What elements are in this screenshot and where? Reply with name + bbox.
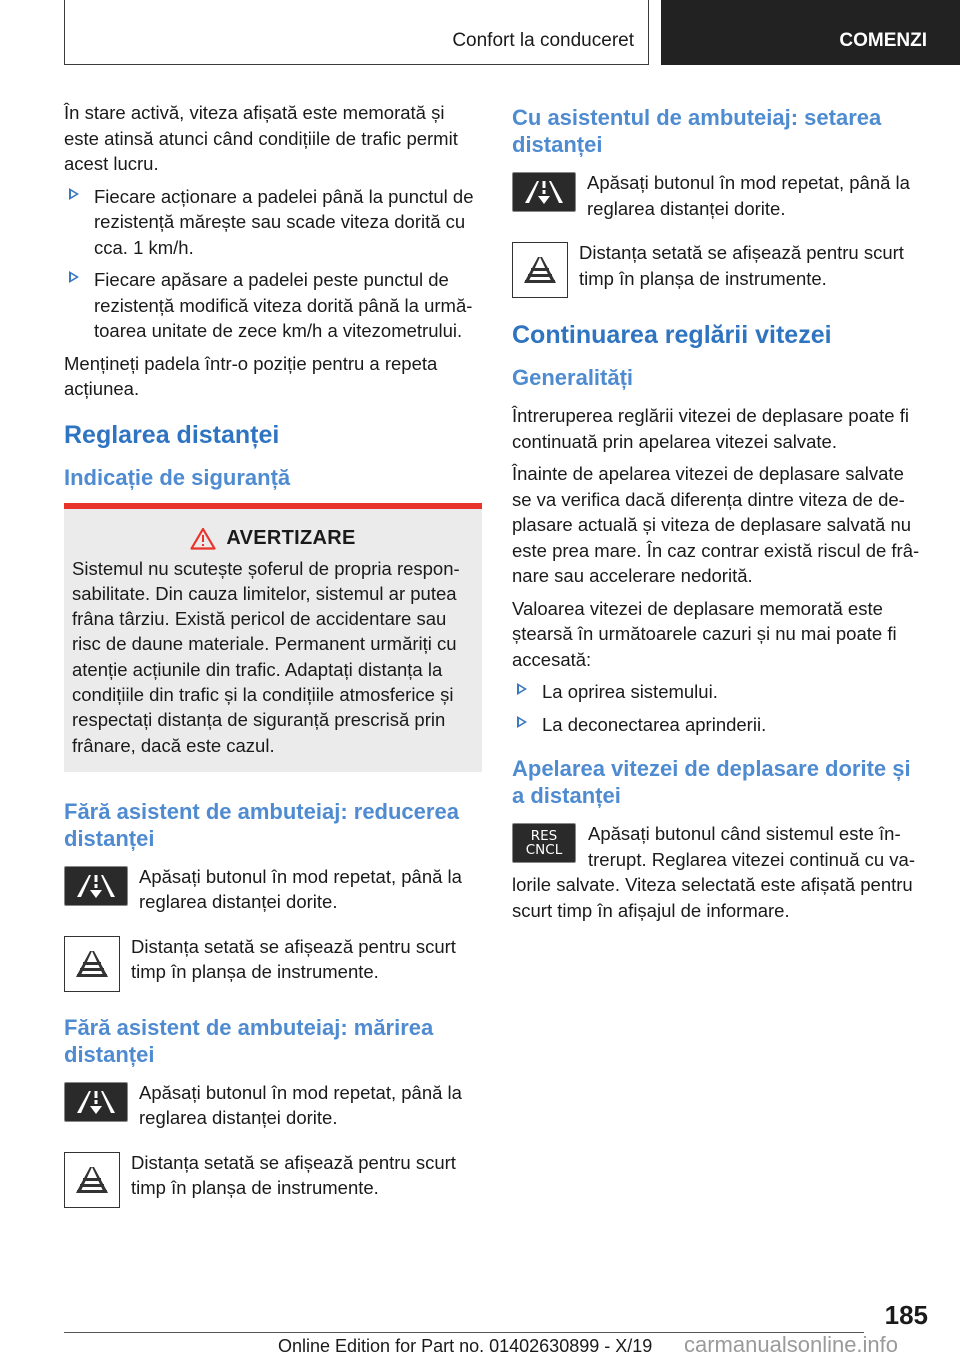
recall-block (512, 821, 926, 923)
cases-bullet-list (512, 679, 926, 737)
bullet-triangle-icon (517, 683, 527, 695)
header-section-title: Confort la conduceret (452, 30, 634, 51)
general-paragraph-2: Înainte de apelarea vitezei de deplasare salvate se va verifica dacă diferența dintre viteza de deplasare actuală și viteza de deplasare salvată nu este prea mare. În caz contrar există riscul de frânare sau accelerare nedorită. (512, 463, 920, 586)
reduce-distance-title: Fără asistent de ambuteiaj: reducerea distanței (64, 798, 459, 851)
warning-header (72, 527, 474, 550)
speed-bullet-list (64, 184, 482, 344)
recall-text: Apăsați butonul când sistemul este întrerupt. Reglarea vitezei continuă cu valorile salvate. Viteza selectată este afișată pentru scurt timp în afișajul de informare. (512, 823, 916, 921)
increase-button-row (64, 1080, 482, 1138)
bullet-triangle-icon (69, 271, 79, 283)
warning-triangle-icon (190, 527, 216, 550)
distance-display-icon (64, 1152, 120, 1208)
assist-button-text: Apăsați butonul în mod repetat, până la reglarea distanței dorite. (587, 172, 910, 219)
increase-display-row (64, 1150, 482, 1208)
intro-paragraph: În stare activă, viteza afișată este memorată și este atinsă atunci când condițiile de trafic permit acest lucru. (64, 102, 458, 174)
res-cncl-button-icon: RES CNCL (512, 823, 576, 863)
warning-box (64, 503, 482, 772)
page-number: 185 (884, 1300, 928, 1330)
general-paragraph-3: Valoarea vitezei de deplasare memorată este ștearsă în următoarele cazuri și nu mai poate fi accesată: (512, 597, 897, 670)
bullet-triangle-icon (69, 188, 79, 200)
distance-button-icon (64, 866, 128, 906)
safety-subtitle: Indicație de siguranță (64, 464, 291, 490)
increase-distance-title: Fără asistent de ambuteiaj: mărirea distanței (64, 1014, 434, 1067)
list-item: Fiecare acționare a padelei până la punctul de rezistență mărește sau scade viteza dorită cu cca. 1 km/h. (64, 184, 482, 261)
distance-button-icon (512, 172, 576, 212)
assist-display-text: Distanța setată se afișează pentru scurt timp în planșa de instrumente. (579, 242, 904, 289)
header-chapter-box (661, 0, 960, 65)
reduce-display-text: Distanța setată se afișează pentru scurt timp în planșa de instrumente. (131, 935, 456, 983)
list-item: La oprirea sistemului. (512, 679, 926, 705)
bullet-triangle-icon (517, 716, 527, 728)
hold-paragraph: Mențineți padela într-o poziție pentru a repeta acțiunea. (64, 352, 438, 399)
list-item: Fiecare apăsare a padelei peste punctul de rezistență modifică viteza dorită până la următoarea unitate de zece km/h a vitezometrului. (64, 267, 482, 344)
reduce-button-row (64, 864, 482, 922)
distance-section-title: Reglarea distanței (64, 420, 280, 449)
warning-title: AVERTIZARE (226, 526, 356, 549)
distance-display-icon (64, 936, 120, 992)
recall-subtitle: Apelarea vitezei de deplasare dorite și a distanței (512, 756, 911, 808)
reduce-display-row (64, 934, 482, 992)
assist-distance-title: Cu asistentul de ambuteiaj: setarea distanței (512, 105, 882, 157)
assist-button-row (512, 170, 926, 228)
distance-display-icon (512, 242, 568, 298)
reduce-button-text: Apăsați butonul în mod repetat, până la reglarea distanței dorite. (139, 865, 462, 913)
footer-edition: Online Edition for Part no. 01402630899 - X/19 (278, 1336, 653, 1356)
increase-button-text: Apăsați butonul în mod repetat, până la reglarea distanței dorite. (139, 1081, 462, 1129)
watermark: carmanualsonline.info (684, 1332, 899, 1357)
list-item: La deconectarea aprinderii. (512, 712, 926, 738)
distance-button-icon (64, 1082, 128, 1122)
general-paragraph-1: Întreruperea reglării vitezei de deplasare poate fi continuată prin apelarea vitezei salvate. (512, 405, 909, 452)
header-section-box (64, 0, 649, 65)
general-subtitle: Generalități (512, 365, 634, 390)
assist-display-row (512, 240, 926, 298)
warning-text: Sistemul nu scutește șoferul de propria responsabilitate. Din cauza limitelor, sistemul ar putea frâna târziu. Există pericol de accidentare sau risc de daune materiale. Permanent urmăriți cu atenție acțiunile din trafic. Adaptați distanța la condițiile din trafic și la condițiile atmosferice și respectați distanța de siguranță prescrisă prin frânare, dacă este cazul. (72, 557, 460, 756)
continue-section-title: Continuarea reglării vitezei (512, 321, 832, 349)
header-chapter-title: COMENZI (839, 30, 927, 51)
left-column (64, 100, 482, 1220)
increase-display-text: Distanța setată se afișează pentru scurt timp în planșa de instrumente. (131, 1151, 456, 1199)
right-column (512, 100, 926, 923)
